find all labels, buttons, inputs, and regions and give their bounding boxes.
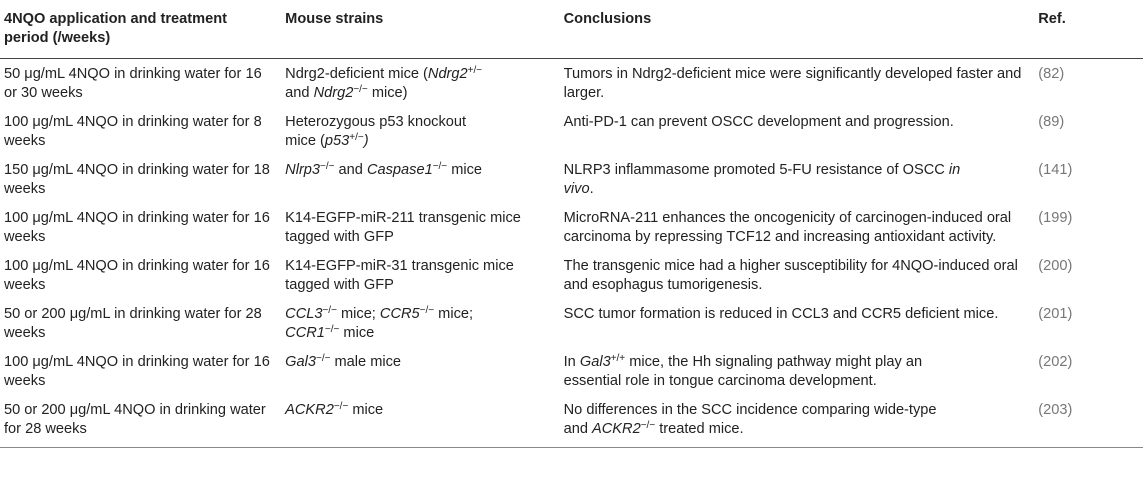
cell-conclusions [558, 155, 1033, 203]
cell-conclusions [558, 347, 1033, 395]
conclusions-text-rich: NLRP3 inflammasome promoted 5-FU resistance of OSCC in vivo. [563, 162, 961, 197]
cell-ref: (82) [1038, 66, 1065, 82]
header-application: 4NQO application and treatment period (/weeks) [0, 0, 279, 59]
strains-text-rich: Ndrg2-deficient mice (Ndrg2+/− and Ndrg2−/− mice) [285, 65, 483, 101]
cell-strains [279, 395, 557, 448]
strains-text-rich: Gal3−/− male mice [285, 353, 402, 370]
cell-conclusions [558, 395, 1033, 448]
cell-application: 150 μg/mL 4NQO in drinking water for 18 weeks [4, 162, 270, 197]
table-row [0, 59, 1143, 108]
cell-conclusions: Tumors in Ndrg2-deficient mice were significantly developed faster and larger. [563, 66, 1022, 101]
header-row [0, 0, 1143, 59]
cell-conclusions: Anti-PD-1 can prevent OSCC development and progression. [563, 114, 954, 130]
cell-ref: (141) [1038, 162, 1073, 178]
cell-ref: (199) [1038, 210, 1073, 226]
header-conclusions: Conclusions [558, 0, 1033, 59]
table-row [0, 395, 1143, 448]
cell-ref: (89) [1038, 114, 1065, 130]
strains-text-rich: Nlrp3−/− and Caspase1−/− mice [285, 161, 483, 178]
strains-text-rich: CCL3−/− mice; CCR5−/− mice; CCR1−/− mice [285, 305, 474, 341]
cell-conclusions: SCC tumor formation is reduced in CCL3 and CCR5 deficient mice. [563, 306, 999, 322]
cell-ref: (202) [1038, 354, 1073, 370]
cell-application: 50 or 200 μg/mL 4NQO in drinking water for 28 weeks [0, 395, 279, 448]
cell-application: 50 μg/mL 4NQO in drinking water for 16 or 30 weeks [4, 66, 262, 101]
conclusions-text-rich: In Gal3+/+ mice, the Hh signaling pathway might play an essential role in tongue carcinoma development. [563, 353, 923, 389]
cell-ref: (200) [1038, 258, 1073, 274]
cell-application: 100 μg/mL 4NQO in drinking water for 16 weeks [4, 258, 270, 293]
table-row [0, 347, 1143, 395]
cell-application: 50 or 200 μg/mL in drinking water for 28 weeks [4, 306, 262, 341]
conclusions-text-rich: No differences in the SCC incidence comparing wide-type and ACKR2−/− treated mice. [563, 402, 937, 437]
header-ref: Ref. [1032, 0, 1143, 59]
header-strains: Mouse strains [279, 0, 557, 59]
cell-application: 100 μg/mL 4NQO in drinking water for 8 weeks [4, 114, 262, 149]
strains-text-rich: Heterozygous p53 knockout mice (p53+/−) [285, 114, 467, 149]
table-row [0, 155, 1143, 203]
cell-strains [279, 107, 557, 155]
table-row [0, 203, 1143, 251]
cell-strains [279, 155, 557, 203]
table-row [0, 299, 1143, 347]
cell-strains [279, 59, 557, 108]
cell-strains [279, 347, 557, 395]
cell-conclusions: The transgenic mice had a higher susceptibility for 4NQO-induced oral and esophagus tumorigenesis. [563, 258, 1018, 293]
cell-strains: K14-EGFP-miR-31 transgenic mice tagged with GFP [285, 258, 514, 293]
table-row [0, 107, 1143, 155]
strains-text-rich: ACKR2−/− mice [285, 401, 384, 418]
table-row [0, 251, 1143, 299]
cell-ref: (201) [1038, 306, 1073, 322]
cell-application: 100 μg/mL 4NQO in drinking water for 16 weeks [4, 354, 270, 389]
cell-application: 100 μg/mL 4NQO in drinking water for 16 weeks [4, 210, 270, 245]
cell-ref: (203) [1032, 395, 1143, 448]
cell-strains [279, 299, 557, 347]
cell-strains: K14-EGFP-miR-211 transgenic mice tagged with GFP [285, 210, 521, 245]
cell-conclusions: MicroRNA-211 enhances the oncogenicity of carcinogen-induced oral carcinoma by repressing TCF12 and increasing antioxidant activity. [563, 210, 1012, 245]
